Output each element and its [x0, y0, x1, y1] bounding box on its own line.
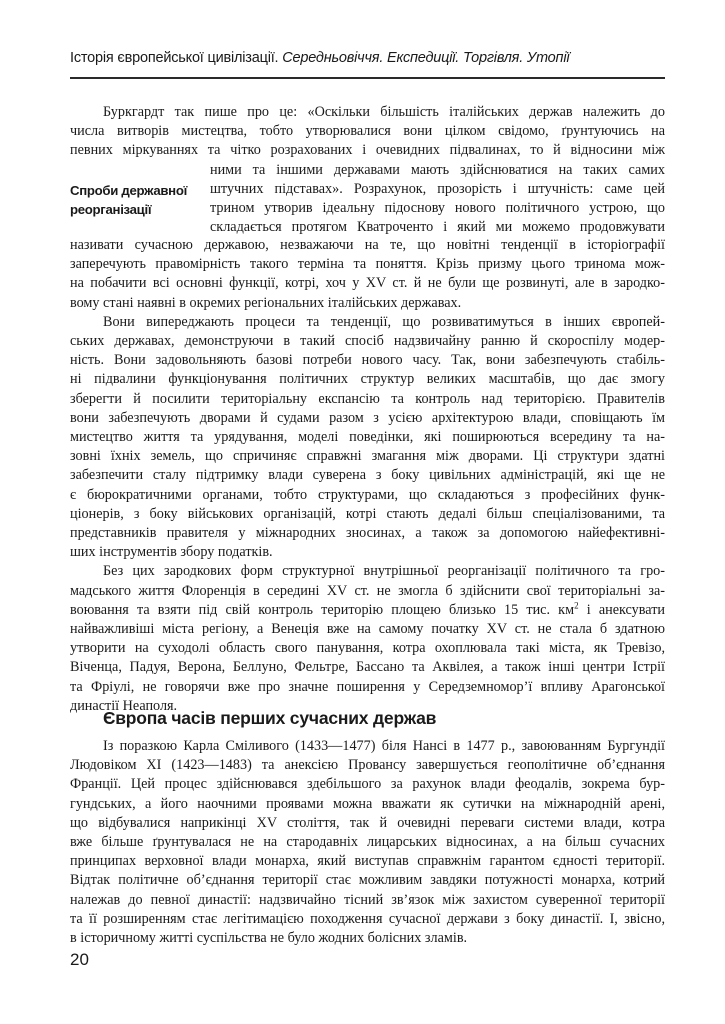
text-line: заперечують правомірність такого терміна та поняття. Крізь призму цього тринома мож-: [70, 256, 665, 273]
text-line: Буркгардт так пише про це: «Оскільки більшість італійських держав належить до: [103, 104, 665, 120]
text-line: належав до певної династії: надзвичайно тісний зв’язок між захистом суверенної території: [70, 891, 665, 908]
text-line: ціонерів, з боку військових організацій, котрі стають дедалі більш спеціалізованими, та: [70, 505, 665, 522]
text-line: Без цих зародкових форм структурної внутрішньої реорганізації політичного та гро-: [103, 563, 665, 580]
text-line: зберегти й посилити територіальну експансію та контроль над територією. Правителів: [70, 390, 665, 407]
text-line: вже більше ґрунтувалася не на стародавніх лицарських відносинах, а на більш сучасних: [70, 834, 665, 851]
text-line: певних міркуваннях та чітко розрахованих і очевидних підвалинах, то й відносини між: [70, 142, 665, 159]
running-head-title: Історія європейської цивілізації.: [70, 50, 279, 66]
text-line: та Фріулі, не говорячи вже про значне поширення у Середземномор’ї впливу Арагонської: [70, 678, 665, 695]
text-line: принципах верховної влади монарха, який виступав справжнім гарантом єдності території.: [70, 853, 665, 870]
text-line: ність. Вони задовольняють базові потреби нового часу. Так, вони забезпечують стабіль-: [70, 352, 665, 369]
text-line: вому стані наявні в окремих регіональних італійських державах.: [70, 294, 462, 311]
text-fragment: і анексувати: [578, 601, 665, 618]
text-line: зовні їхніх земель, що спричиняє справжні змагання між дворами. Ці структури здатні: [70, 448, 665, 465]
text-line: штучних підставах». Розрахунок, прозорість і штучність: саме цей: [210, 180, 665, 197]
text-line: числа витворів мистецтва, тобто утворювалися вони цілком свідомо, ґрунтуючись на: [70, 123, 665, 140]
page-number: 20: [70, 950, 89, 969]
text-line: називати сучасною державою, незважаючи на те, що новітні тенденції в історіографії: [70, 237, 665, 253]
text-line: династії Неаполя.: [70, 697, 178, 714]
text-line: трином утворив ідеальну підоснову нового політичного устрою, що: [210, 200, 665, 216]
text-line: гундських, а його наочними проявами можна вважати як сутички на міжнародній арені,: [70, 795, 665, 812]
text-line: представників правителя у міжнародних зносинах, а також за допомогою найефективні-: [70, 525, 665, 542]
header-rule: [70, 77, 665, 79]
text-line: Вони випереджають процеси та тенденції, що розвиватимуться в інших європей-: [103, 313, 665, 330]
margin-heading-line: Спроби державної: [70, 183, 187, 198]
text-line: мадського життя Флоренція в середині XV ст. не змогла б здійснити свої територіальні за-: [70, 582, 665, 599]
running-head-subtitle: Середньовіччя. Експедиції. Торгівля. Утопії: [278, 50, 570, 66]
superscript: 2: [574, 600, 579, 611]
text-line: ні підвалини функціонування політичних структур великих масштабів, що дає змогу: [70, 371, 665, 388]
text-line: складається протягом Кватроченто і який ми можемо продовжувати: [210, 219, 665, 236]
text-line: ських державах, демонструючи в такий спосіб надзвичайну ранню й скороспілу модер-: [70, 333, 665, 350]
text-line: забезпечити сталу підтримку влади суверена з боку цивільних адміністрацій, які ще не: [70, 467, 665, 484]
text-line: [70, 601, 665, 620]
text-line: в історичному житті суспільства не було жодних болісних зламів.: [70, 930, 468, 947]
text-line: Із поразкою Карла Сміливого (1433—1477) біля Нансі в 1477 р., завоюванням Бургундії: [103, 738, 665, 754]
text-line: Відтак політичне об’єднання території стає можливим завдяки потужності монарха, котрий: [70, 872, 665, 889]
text-line: та її розширенням стає легітимацією походження сучасної держави з боку династії. І, звісно,: [70, 910, 665, 927]
paragraph-1-top: [70, 103, 665, 161]
text-line: Франції. Цей процес здійснювався здебільшого за рахунок влади феодалів, зокрема бур-: [70, 776, 665, 793]
text-line: є бюрократичними органами, тобто структурами, що складаються з професійних функ-: [70, 486, 665, 503]
text-line: Віченца, Падуя, Верона, Беллуно, Фельтре, Бассано та Аквілея, а також інші центри Істрії: [70, 659, 665, 676]
text-line: Людовіком XI (1423—1483) та анексією Провансу завершується геополітичне об’єднання: [70, 757, 665, 774]
text-line: мистецтво життя та урядування, моделі поведінки, які поширюються всередину та на-: [70, 429, 665, 446]
text-line: на побачити всі основні функції, котрі, хоч у XV ст. й не були ще розвинуті, але в зародко-: [70, 275, 665, 292]
body-text: [70, 236, 665, 716]
text-line: ними та іншими державами мають здійснюватися на таких самих: [210, 161, 665, 178]
text-line: найважливіші міста регіону, а Венеція вже на самому початку XV ст. не стала б здатною: [70, 621, 665, 638]
running-head: [70, 50, 660, 66]
text-line: вони забезпечують дворами й судами разом з усією архітектурою влади, сповіщають їм: [70, 409, 665, 426]
text-line: ших інструментів збору податків.: [70, 544, 273, 561]
margin-heading-line: реорганізації: [70, 202, 152, 217]
text-line: утворити на суходолі область свого панування, котра охоплювала такі міста, як Тревізо,: [70, 640, 665, 657]
margin-heading: [70, 181, 205, 219]
paragraph-1-wrapped: [210, 161, 665, 238]
section-body: [70, 737, 665, 948]
section-heading: Європа часів перших сучасних держав: [103, 708, 437, 728]
text-fragment: воювання та взяти під свій контроль територію площею близько 15 тис. км: [70, 601, 575, 618]
text-line: що відбувалися наприкінці XV століття, так й очевидні переваги системи влади, котра: [70, 814, 665, 831]
